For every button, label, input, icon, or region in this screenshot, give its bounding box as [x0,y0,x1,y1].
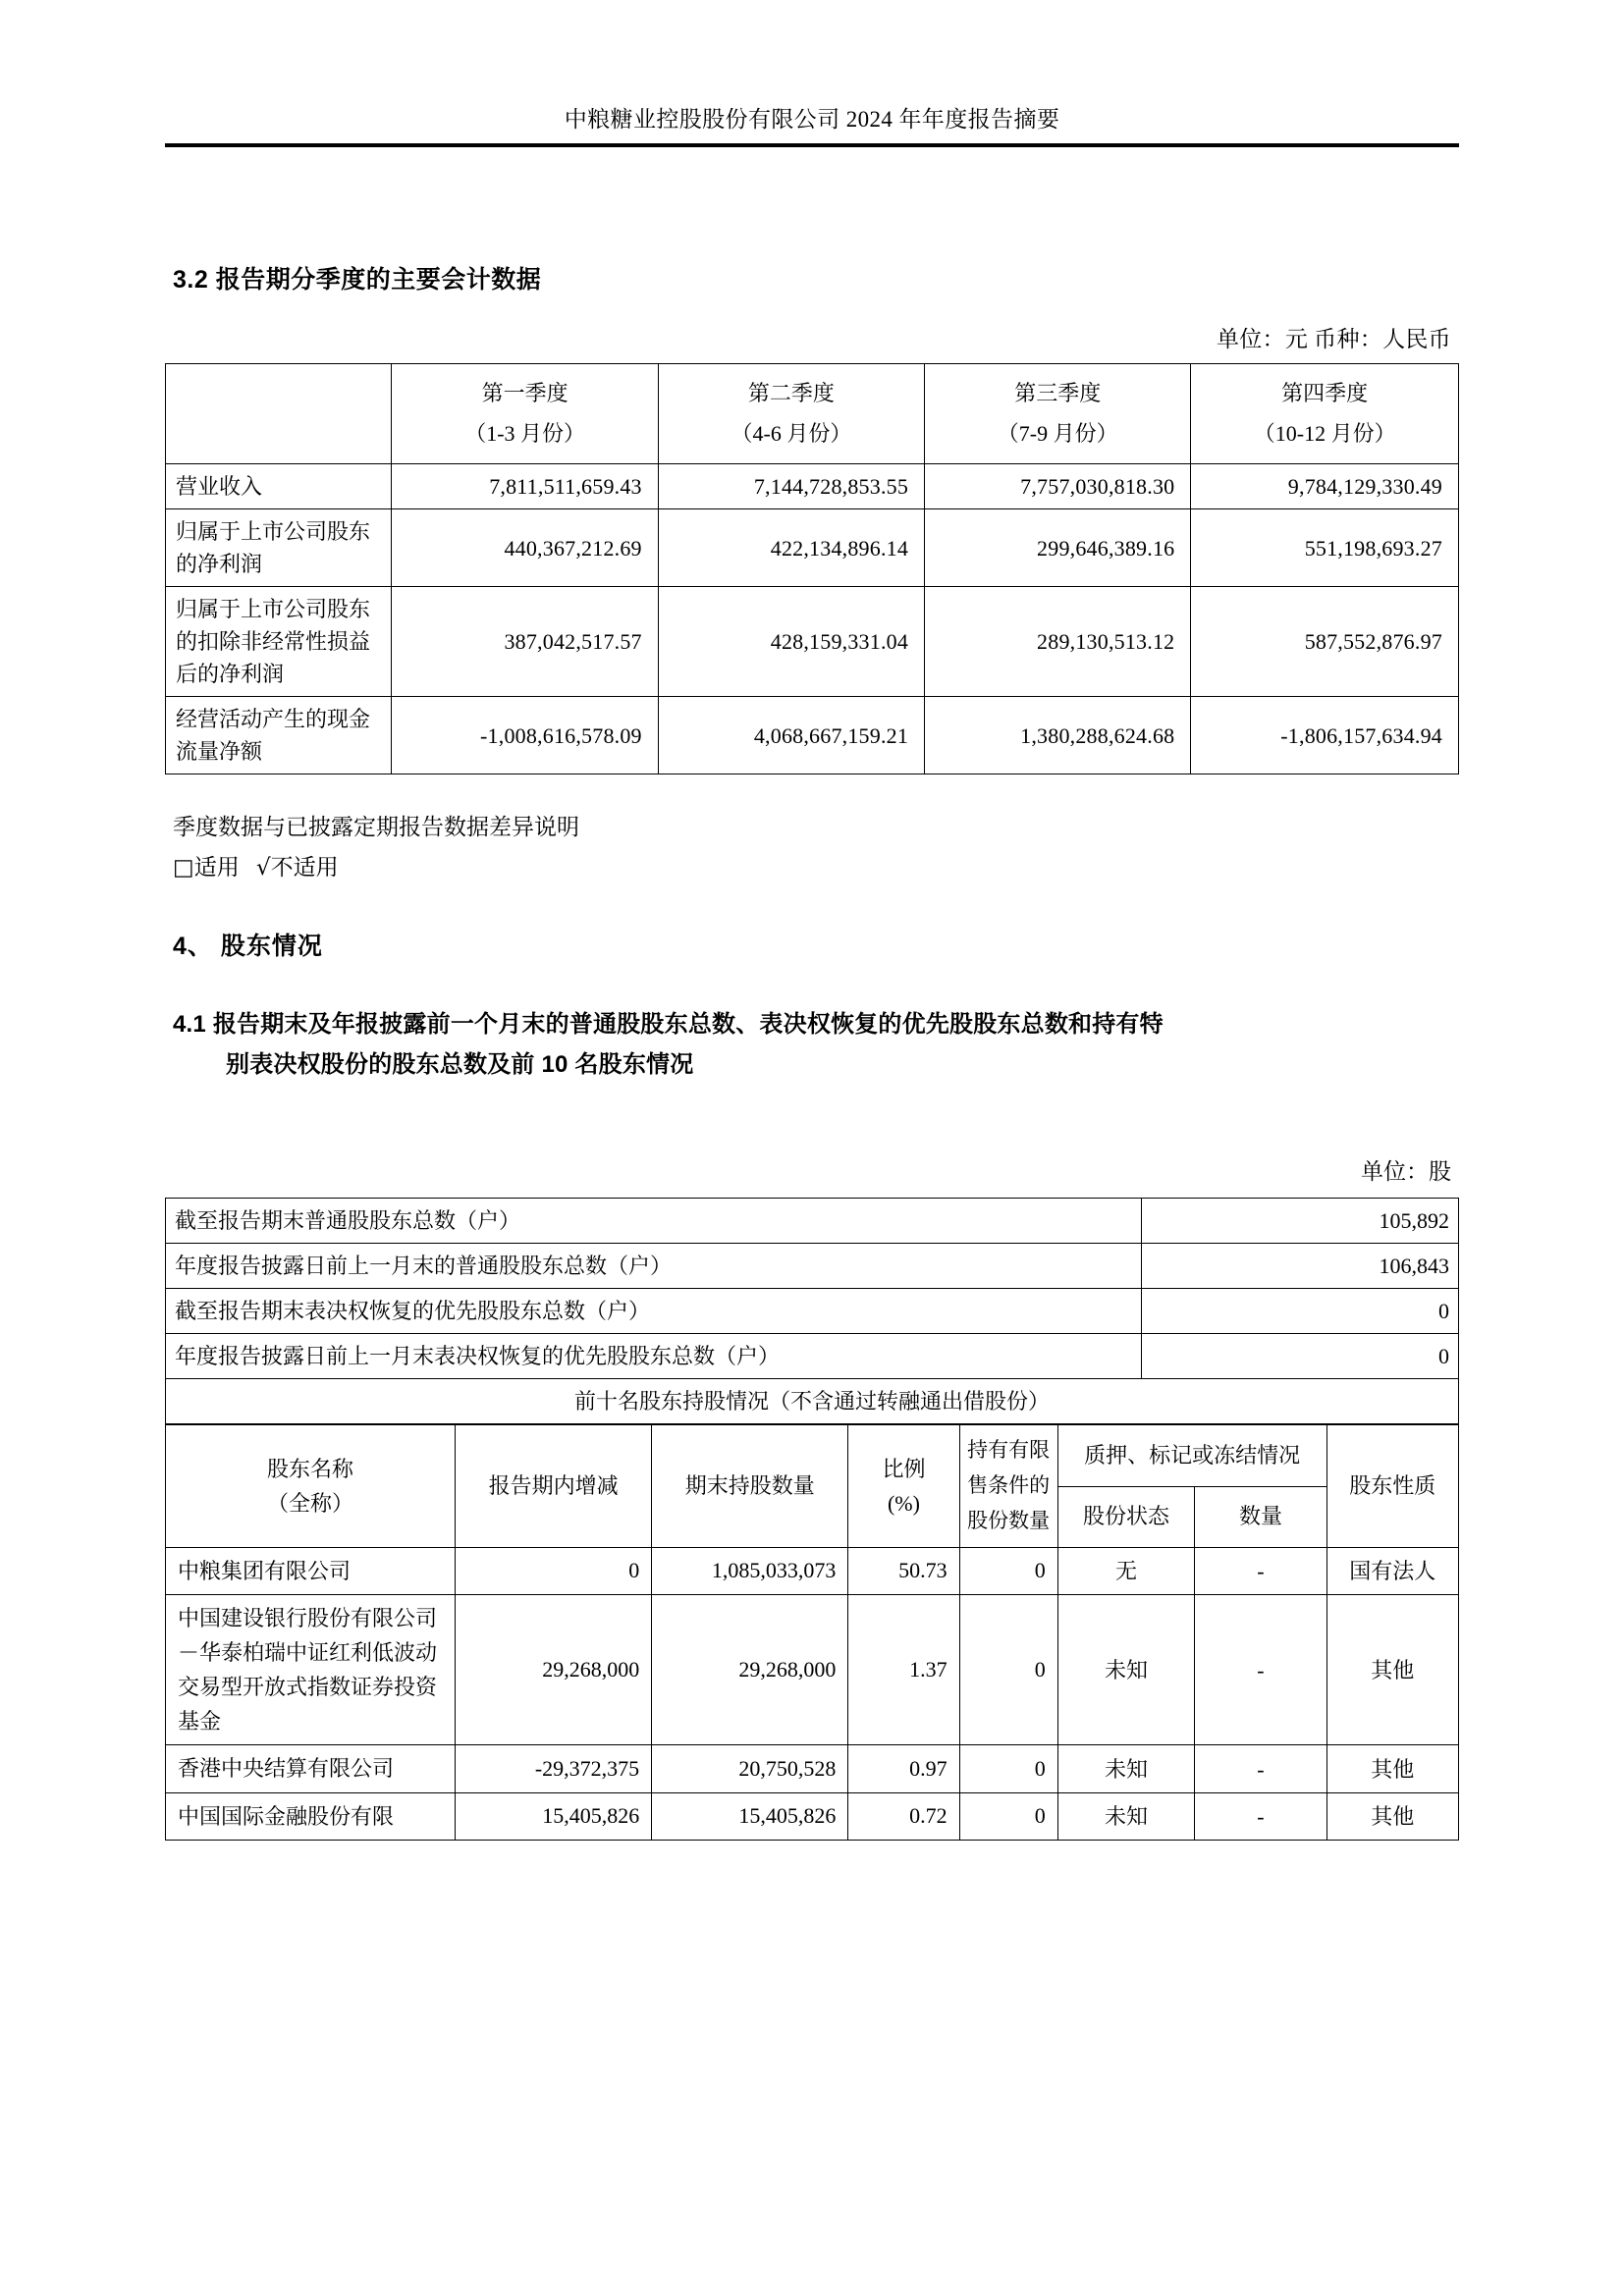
quarter-header-q2-line2: （4-6 月份） [731,420,852,446]
table-row [166,587,1459,697]
col-header-shareholder-nature: 股东性质 [1326,1425,1458,1547]
applicability-selector [173,848,1459,887]
table-row [166,1547,1459,1594]
shareholder-share-status-4: 未知 [1057,1792,1195,1840]
quarter-header-q3-line2: （7-9 月份） [997,420,1118,446]
col-header-shareholder-name [166,1425,456,1547]
shareholder-end-holding-1: 1,085,033,073 [652,1547,848,1594]
col-header-pledge-quantity: 数量 [1195,1486,1326,1547]
shareholder-end-holding-2: 29,268,000 [652,1594,848,1745]
col-header-ratio-line2: (%) [887,1491,920,1516]
table-row [166,697,1459,774]
shareholder-pledge-quantity-4: - [1195,1792,1326,1840]
net-profit-q3: 299,646,389.16 [925,509,1191,587]
adjusted-net-profit-q1: 387,042,517.57 [392,587,658,697]
shareholder-name-3: 香港中央结算有限公司 [166,1745,456,1792]
count-value-ordinary-total: 105,892 [1142,1199,1459,1244]
count-label-preferred-prior-month: 年度报告披露日前上一月末表决权恢复的优先股股东总数（户） [166,1334,1142,1379]
quarterly-financial-table [165,363,1459,774]
shareholder-restricted-2: 0 [959,1594,1057,1745]
shareholder-nature-1: 国有法人 [1326,1547,1458,1594]
net-profit-q1: 440,367,212.69 [392,509,658,587]
shareholder-name-2: 中国建设银行股份有限公司－华泰柏瑞中证红利低波动交易型开放式指数证券投资基金 [166,1594,456,1745]
row-label-adjusted-net-profit: 归属于上市公司股东的扣除非经常性损益后的净利润 [166,587,392,697]
table-row [166,1792,1459,1840]
quarter-header-q2-line1: 第二季度 [747,381,835,405]
quarter-header-q1-line1: 第一季度 [481,381,568,405]
section-4-1-title-line2: 别表决权股份的股东总数及前 10 名股东情况 [226,1050,694,1078]
table-row [166,1244,1459,1289]
shareholder-name-1: 中粮集团有限公司 [166,1547,456,1594]
shareholder-end-holding-4: 15,405,826 [652,1792,848,1840]
revenue-q1: 7,811,511,659.43 [392,464,658,509]
count-value-preferred-prior-month: 0 [1142,1334,1459,1379]
shareholder-share-status-3: 未知 [1057,1745,1195,1792]
operating-cashflow-q2: 4,068,667,159.21 [658,697,924,774]
col-header-pledge-group: 质押、标记或冻结情况 [1057,1425,1326,1486]
running-header-text: 中粮糖业控股股份有限公司 2024 年年度报告摘要 [564,107,1060,132]
table-row [166,1289,1459,1334]
col-header-restricted-shares: 持有有限售条件的股份数量 [959,1425,1057,1547]
shareholder-change-1: 0 [456,1547,652,1594]
header-divider-rule [165,143,1459,147]
count-label-preferred-total: 截至报告期末表决权恢复的优先股股东总数（户） [166,1289,1142,1334]
quarter-header-q3-line1: 第三季度 [1014,381,1102,405]
net-profit-q4: 551,198,693.27 [1191,509,1459,587]
quarter-header-q1-line2: （1-3 月份） [464,420,586,446]
shareholder-pledge-quantity-3: - [1195,1745,1326,1792]
shareholder-restricted-3: 0 [959,1745,1057,1792]
section-4-1-unit-note: 单位：股 [1361,1159,1451,1185]
operating-cashflow-q1: -1,008,616,578.09 [392,697,658,774]
row-label-operating-cashflow: 经营活动产生的现金流量净额 [166,697,392,774]
section-4-1-title-line1: 4.1 报告期末及年报披露前一个月末的普通股股东总数、表决权恢复的优先股股东总数和持有特 [173,1010,1164,1038]
revenue-q4: 9,784,129,330.49 [1191,464,1459,509]
revenue-q3: 7,757,030,818.30 [925,464,1191,509]
table-row [166,1594,1459,1745]
col-header-period-change: 报告期内增减 [456,1425,652,1547]
quarter-header-q1 [392,364,658,464]
applicable-checkbox[interactable]: □适用 [173,854,240,881]
shareholder-end-holding-3: 20,750,528 [652,1745,848,1792]
table-row [166,1745,1459,1792]
quarter-header-q4 [1191,364,1459,464]
section-3-2-unit-note: 单位：元 币种：人民币 [1216,327,1451,351]
adjusted-net-profit-q4: 587,552,876.97 [1191,587,1459,697]
shareholder-share-status-2: 未知 [1057,1594,1195,1745]
table-row [166,1379,1459,1424]
count-label-ordinary-total: 截至报告期末普通股股东总数（户） [166,1199,1142,1244]
shareholder-pledge-quantity-1: - [1195,1547,1326,1594]
shareholder-pledge-quantity-2: - [1195,1594,1326,1745]
col-header-share-status: 股份状态 [1057,1486,1195,1547]
col-header-end-holding: 期末持股数量 [652,1425,848,1547]
col-header-ratio-line1: 比例 [882,1456,926,1481]
row-label-net-profit: 归属于上市公司股东的净利润 [166,509,392,587]
page-content [165,167,1459,1841]
section-4-1-title [173,1005,1459,1086]
operating-cashflow-q3: 1,380,288,624.68 [925,697,1191,774]
quarter-header-q4-line2: （10-12 月份） [1253,420,1396,446]
shareholder-change-3: -29,372,375 [456,1745,652,1792]
table-row [166,509,1459,587]
top10-shareholders-table [165,1424,1459,1840]
page-running-header [165,106,1459,134]
shareholder-nature-4: 其他 [1326,1792,1458,1840]
top10-banner: 前十名股东持股情况（不含通过转融通出借股份） [166,1379,1459,1424]
shareholder-ratio-4: 0.72 [848,1792,959,1840]
quarterly-difference-note-text: 季度数据与已披露定期报告数据差异说明 [173,815,579,840]
shareholder-count-table [165,1198,1459,1424]
adjusted-net-profit-q2: 428,159,331.04 [658,587,924,697]
shareholder-ratio-3: 0.97 [848,1745,959,1792]
shareholder-change-4: 15,405,826 [456,1792,652,1840]
col-header-ratio [848,1425,959,1547]
revenue-q2: 7,144,728,853.55 [658,464,924,509]
shareholder-share-status-1: 无 [1057,1547,1195,1594]
quarterly-difference-note [173,808,1459,887]
table-header-row [166,364,1459,464]
shareholder-ratio-1: 50.73 [848,1547,959,1594]
table-row [166,464,1459,509]
quarter-header-q2 [658,364,924,464]
table-header-row [166,1425,1459,1486]
shareholder-restricted-1: 0 [959,1547,1057,1594]
count-label-ordinary-prior-month: 年度报告披露日前上一月末的普通股股东总数（户） [166,1244,1142,1289]
shareholder-name-4: 中国国际金融股份有限 [166,1792,456,1840]
table-row [166,1334,1459,1379]
quarter-header-blank [166,364,392,464]
quarter-header-q4-line1: 第四季度 [1281,381,1369,405]
row-label-revenue: 营业收入 [166,464,392,509]
shareholder-ratio-2: 1.37 [848,1594,959,1745]
shareholder-restricted-4: 0 [959,1792,1057,1840]
shareholder-nature-2: 其他 [1326,1594,1458,1745]
shareholder-nature-3: 其他 [1326,1745,1458,1792]
adjusted-net-profit-q3: 289,130,513.12 [925,587,1191,697]
quarter-header-q3 [925,364,1191,464]
section-4-title: 4、 股东情况 [173,932,323,960]
not-applicable-checkbox[interactable]: √不适用 [255,854,339,881]
operating-cashflow-q4: -1,806,157,634.94 [1191,697,1459,774]
table-row [166,1199,1459,1244]
count-value-preferred-total: 0 [1142,1289,1459,1334]
count-value-ordinary-prior-month: 106,843 [1142,1244,1459,1289]
col-header-shareholder-name-line1: 股东名称 [267,1456,354,1481]
net-profit-q2: 422,134,896.14 [658,509,924,587]
col-header-shareholder-name-line2: （全称） [267,1491,354,1516]
section-3-2-title: 3.2 报告期分季度的主要会计数据 [173,266,542,294]
shareholder-change-2: 29,268,000 [456,1594,652,1745]
